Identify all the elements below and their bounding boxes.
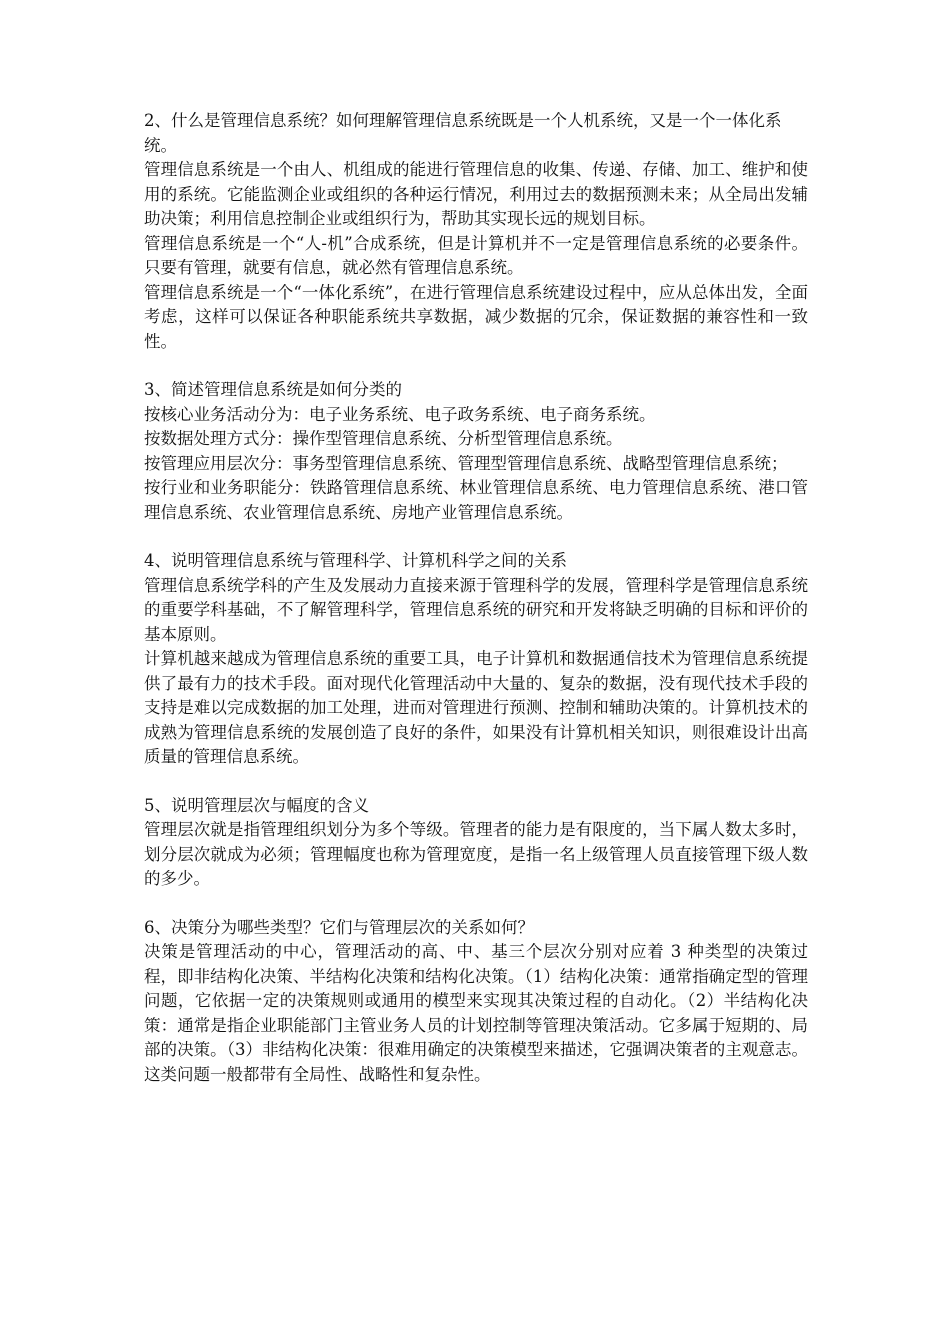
answer-paragraph: 管理层次就是指管理组织划分为多个等级。管理者的能力是有限度的，当下属人数太多时，划分层次就成为必须；管理幅度也称为管理宽度，是指一名上级管理人员直接管理下级人数的多少。 xyxy=(144,820,808,888)
answer-paragraph: 按管理应用层次分：事务型管理信息系统、管理型管理信息系统、战略型管理信息系统； xyxy=(144,453,788,473)
section-q5 xyxy=(144,794,808,892)
answer-paragraph: 管理信息系统是一个“人-机”合成系统，但是计算机并不一定是管理信息系统的必要条件。只要有管理，就要有信息，就必然有管理信息系统。 xyxy=(144,233,808,277)
section-q2 xyxy=(144,109,808,354)
answer-paragraph: 管理信息系统学科的产生及发展动力直接来源于管理科学的发展，管理科学是管理信息系统的重要学科基础，不了解管理科学，管理信息系统的研究和开发将缺乏明确的目标和评价的基本原则。 xyxy=(144,575,808,644)
section-q4 xyxy=(144,549,808,770)
answer-paragraph: 决策是管理活动的中心，管理活动的高、中、基三个层次分别对应着 3 种类型的决策过程，即非结构化决策、半结构化决策和结构化决策。（1）结构化决策：通常指确定型的管理问题，它依据一定的决策规则或通用的模型来实现其决策过程的自动化。（2）半结构化决策：通常是指企业职能部门主管业务人员的计划控制等管理决策活动。它多属于短期的、局部的决策。（3）非结构化决策：很难用确定的决策模型来描述，它强调决策者的主观意志。这类问题一般都带有全局性、战略性和复杂性。 xyxy=(144,942,808,1084)
answer-paragraph: 管理信息系统是一个由人、机组成的能进行管理信息的收集、传递、存储、加工、维护和使用的系统。它能监测企业或组织的各种运行情况，利用过去的数据预测未来；从全局出发辅助决策；利用信息控制企业或组织行为，帮助其实现长远的规划目标。 xyxy=(144,160,808,228)
question-heading: 4、说明管理信息系统与管理科学、计算机科学之间的关系 xyxy=(144,551,567,570)
section-q6 xyxy=(144,916,808,1088)
question-heading: 6、决策分为哪些类型？它们与管理层次的关系如何？ xyxy=(144,917,534,937)
question-heading: 3、简述管理信息系统是如何分类的 xyxy=(144,380,402,399)
answer-paragraph: 计算机越来越成为管理信息系统的重要工具，电子计算机和数据通信技术为管理信息系统提供了最有力的技术手段。面对现代化管理活动中大量的、复杂的数据，没有现代技术手段的支持是难以完成数据的加工处理，进而对管理进行预测、控制和辅助决策的。计算机技术的成熟为管理信息系统的发展创造了良好的条件，如果没有计算机相关知识，则很难设计出高质量的管理信息系统。 xyxy=(144,649,808,766)
section-q3 xyxy=(144,378,808,525)
question-heading: 2、什么是管理信息系统？如何理解管理信息系统既是一个人机系统，又是一个一体化系统。 xyxy=(144,111,782,155)
answer-paragraph: 按行业和业务职能分：铁路管理信息系统、林业管理信息系统、电力管理信息系统、港口管理信息系统、农业管理信息系统、房地产业管理信息系统。 xyxy=(144,478,808,522)
document-page xyxy=(144,109,808,1111)
answer-paragraph: 管理信息系统是一个“一体化系统”，在进行管理信息系统建设过程中，应从总体出发，全面考虑，这样可以保证各种职能系统共享数据，减少数据的冗余，保证数据的兼容性和一致性。 xyxy=(144,282,808,351)
answer-paragraph: 按核心业务活动分为：电子业务系统、电子政务系统、电子商务系统。 xyxy=(144,404,656,424)
answer-paragraph: 按数据处理方式分：操作型管理信息系统、分析型管理信息系统。 xyxy=(144,429,623,448)
question-heading: 5、说明管理层次与幅度的含义 xyxy=(144,795,369,815)
